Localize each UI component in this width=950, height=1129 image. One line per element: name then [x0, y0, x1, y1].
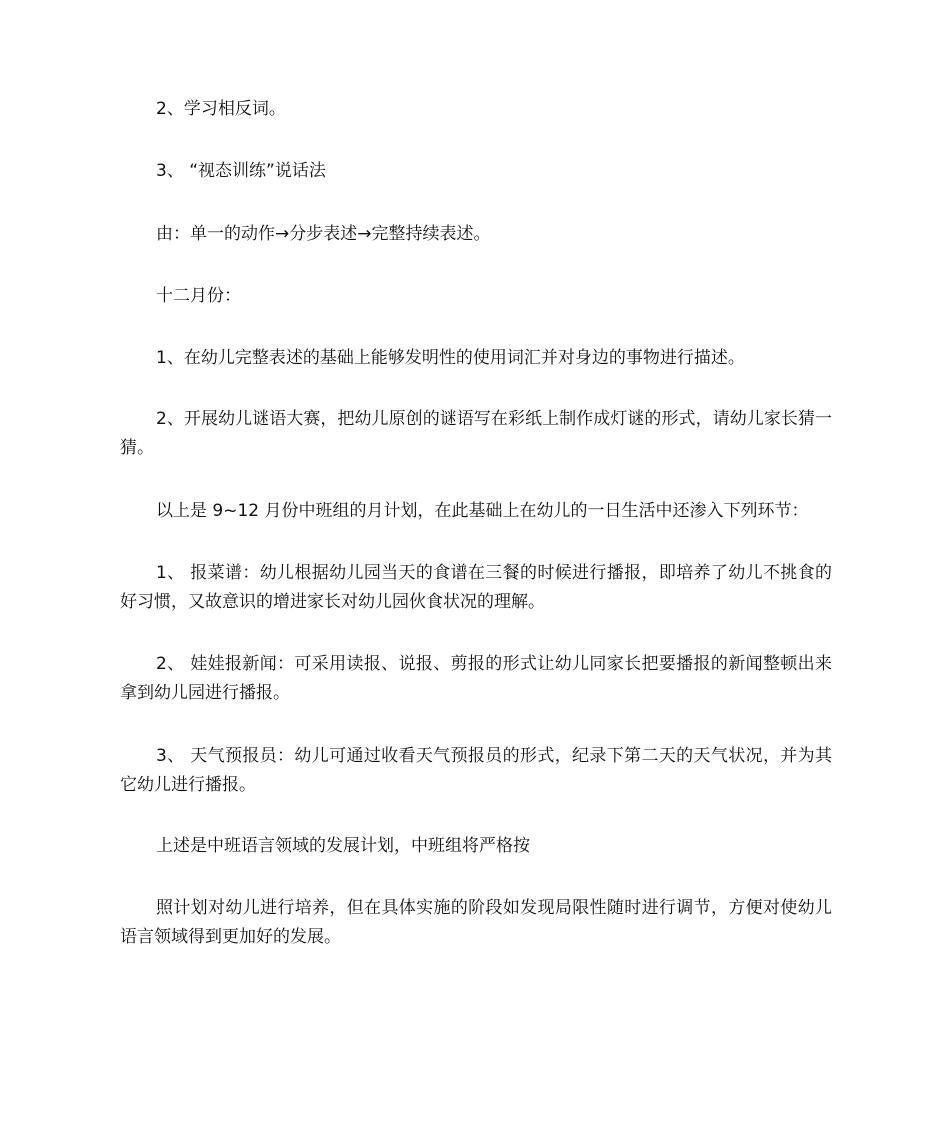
paragraph-news-report: 2、 娃娃报新闻：可采用读报、说报、剪报的形式让幼儿同家长把要播报的新闻整顿出来拿到幼儿园进行播报。 [120, 654, 832, 703]
paragraph-december-heading: 十二月份： [156, 286, 241, 306]
paragraph-antonyms: 2、学习相反词。 [156, 99, 286, 119]
paragraph-menu-report: 1、 报菜谱：幼儿根据幼儿园当天的食谱在三餐的时候进行播报，即培养了幼儿不挑食的好习惯，又故意识的增进家长对幼儿园伙食状况的理解。 [120, 563, 832, 612]
paragraph-progression: 由：单一的动作→分步表述→完整持续表述。 [156, 224, 491, 244]
paragraph-weather-report: 3、 天气预报员：幼儿可通过收看天气预报员的形式，纪录下第二天的天气状况，并为其它幼儿进行播报。 [120, 746, 832, 795]
paragraph-conclusion-end: 照计划对幼儿进行培养，但在具体实施的阶段如发现局限性随时进行调节，方便对使幼儿语言领域得到更加好的发展。 [120, 898, 832, 947]
paragraph-monthly-plan-summary: 以上是 9~12 月份中班组的月计划，在此基础上在幼儿的一日生活中还渗入下列环节： [156, 501, 809, 521]
paragraph-december-item-2: 2、开展幼儿谜语大赛，把幼儿原创的谜语写在彩纸上制作成灯谜的形式，请幼儿家长猜一猜。 [120, 409, 832, 458]
paragraph-conclusion-start: 上述是中班语言领域的发展计划，中班组将严格按 [156, 836, 530, 856]
paragraph-december-item-1: 1、在幼儿完整表述的基础上能够发明性的使用词汇并对身边的事物进行描述。 [156, 348, 745, 368]
paragraph-visual-training: 3、 “视态训练”说话法 [156, 161, 326, 181]
